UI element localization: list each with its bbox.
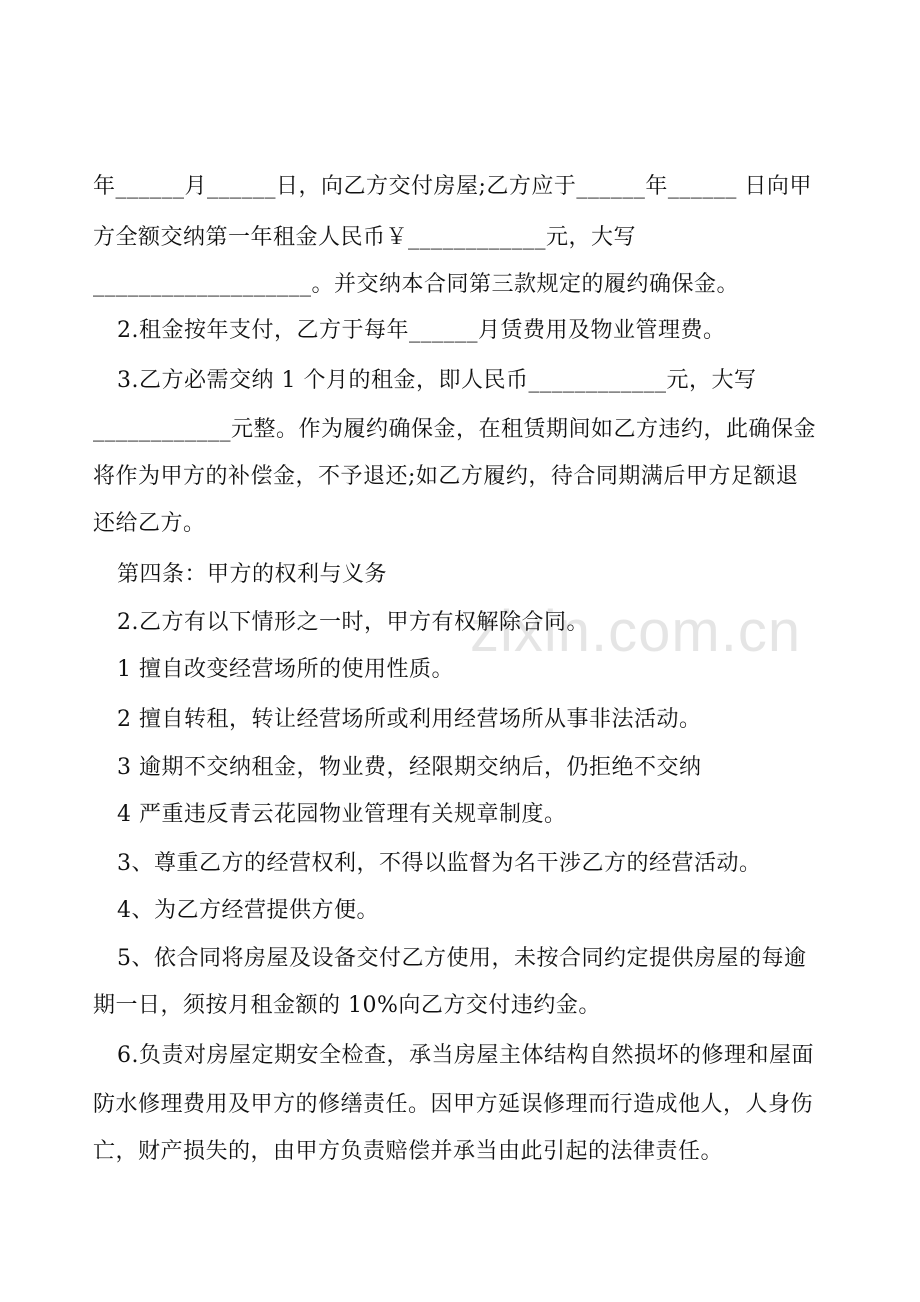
list-item: 1 擅自改变经营场所的使用性质。 [117,657,454,682]
section-heading: 第四条：甲方的权利与义务 [117,562,388,587]
text-line: 2.租金按年支付，乙方于每年______月赁费用及物业管理费。 [117,318,726,343]
list-item: 4 严重违反青云花园物业管理有关规章制度。 [117,802,567,827]
text-line: 6.负责对房屋定期安全检查，承当房屋主体结构自然损坏的修理和屋面 [117,1043,814,1068]
text-line: 方全额交纳第一年租金人民币￥____________元，大写 [93,225,637,250]
text-line: 防水修理费用及甲方的修缮责任。因甲方延误修理而行造成他人，人身伤 [93,1092,814,1117]
text-line: 还给乙方。 [93,511,206,536]
watermark: zixin.com.cn [470,599,802,664]
list-item: 2 擅自转租，转让经营场所或利用经营场所从事非法活动。 [117,707,702,732]
text-line: 2.乙方有以下情形之一时，甲方有权解除合同。 [117,610,589,635]
text-line: ___________________。并交纳本合同第三款规定的履约确保金。 [93,272,740,297]
text-line: 将作为甲方的补偿金，不予退还;如乙方履约，待合同期满后甲方足额退 [93,464,799,489]
list-item: 3 逾期不交纳租金，物业费，经限期交纳后，仍拒绝不交纳 [117,755,702,780]
text-line: 5、依合同将房屋及设备交付乙方使用，未按合同约定提供房屋的每逾 [117,946,807,971]
text-line: 3、尊重乙方的经营权利，不得以监督为名干涉乙方的经营活动。 [117,851,762,876]
text-line: 期一日，须按月租金额的 10%向乙方交付违约金。 [93,993,601,1018]
text-line: 3.乙方必需交纳 1 个月的租金，即人民币____________元，大写 [117,368,757,393]
text-line: ____________元整。作为履约确保金，在租赁期间如乙方违约，此确保金 [93,417,817,442]
text-line: 年______月______日，向乙方交付房屋;乙方应于______年______ 日向甲 [93,174,812,199]
text-line: 亡，财产损失的，由甲方负责赔偿并承当由此引起的法律责任。 [93,1139,724,1164]
text-line: 4、为乙方经营提供方便。 [117,898,379,923]
